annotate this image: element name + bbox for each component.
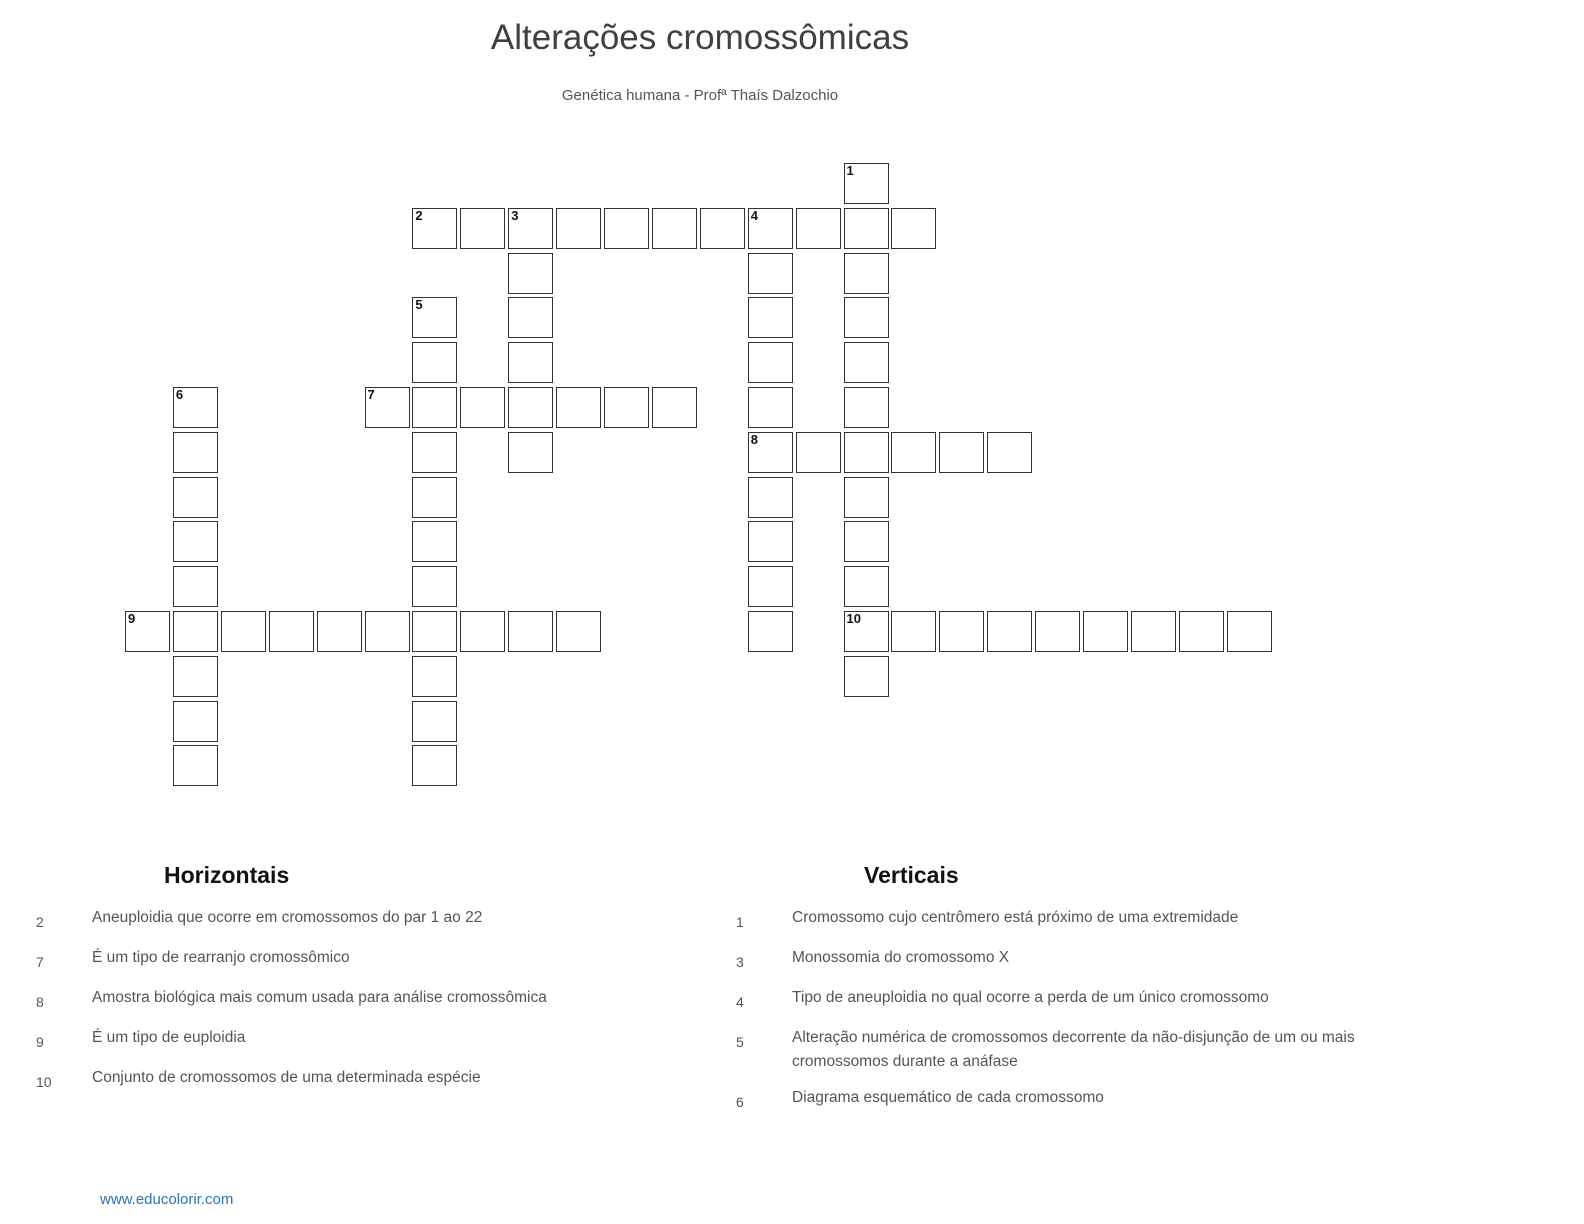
crossword-cell[interactable] [844, 432, 889, 473]
clue-item [736, 906, 1376, 934]
crossword-cell[interactable] [891, 432, 936, 473]
crossword-cell[interactable] [844, 163, 889, 204]
clue-text: Amostra biológica mais comum usada para análise cromossômica [92, 989, 547, 1006]
clue-item [736, 1026, 1376, 1074]
crossword-cell[interactable] [748, 566, 793, 607]
crossword-cell[interactable] [844, 253, 889, 294]
crossword-cell[interactable] [844, 297, 889, 338]
clue-number: 4 [736, 994, 744, 1010]
crossword-cell[interactable] [508, 253, 553, 294]
crossword-cell[interactable] [748, 432, 793, 473]
cell-number: 8 [750, 431, 758, 447]
crossword-cell[interactable] [748, 387, 793, 428]
clue-item [36, 986, 676, 1014]
crossword-cell[interactable] [748, 208, 793, 249]
crossword-cell[interactable] [844, 611, 889, 652]
crossword-cell[interactable] [844, 656, 889, 697]
crossword-cell[interactable] [844, 387, 889, 428]
crossword-cell[interactable] [748, 611, 793, 652]
crossword-cell[interactable] [508, 208, 553, 249]
crossword-cell[interactable] [412, 342, 457, 383]
crossword-cell[interactable] [412, 566, 457, 607]
crossword-cell[interactable] [796, 432, 841, 473]
cell-number: 7 [367, 387, 375, 402]
clue-item [36, 1026, 676, 1054]
crossword-cell[interactable] [748, 477, 793, 518]
clue-number: 9 [36, 1034, 44, 1050]
crossword-cell[interactable] [700, 208, 745, 249]
footer-link[interactable]: www.educolorir.com [100, 1191, 234, 1208]
clue-text: Conjunto de cromossomos de uma determinada espécie [92, 1069, 481, 1086]
crossword-cell[interactable] [508, 297, 553, 338]
clue-number: 5 [736, 1034, 744, 1050]
crossword-cell[interactable] [652, 387, 697, 428]
crossword-cell[interactable] [1179, 611, 1224, 652]
crossword-cell[interactable] [891, 611, 936, 652]
crossword-cell[interactable] [221, 611, 266, 652]
crossword-cell[interactable] [412, 297, 457, 338]
clue-item [36, 1066, 676, 1094]
cell-number: 3 [511, 207, 519, 223]
crossword-cell[interactable] [844, 477, 889, 518]
clue-item [736, 1086, 1376, 1114]
crossword-cell[interactable] [508, 611, 553, 652]
clue-number: 8 [36, 994, 44, 1010]
cell-number: 1 [846, 163, 854, 178]
cell-number: 4 [750, 207, 758, 223]
crossword-cell[interactable] [412, 521, 457, 562]
page-title: Alterações cromossômicas [490, 18, 910, 57]
crossword-cell[interactable] [652, 208, 697, 249]
crossword-cell[interactable] [748, 297, 793, 338]
crossword-cell[interactable] [844, 208, 889, 249]
crossword-cell[interactable] [173, 432, 218, 473]
clue-number: 2 [36, 914, 44, 930]
crossword-cell[interactable] [939, 432, 984, 473]
crossword-cell[interactable] [173, 521, 218, 562]
clue-number: 6 [736, 1094, 744, 1110]
crossword-cell[interactable] [460, 611, 505, 652]
crossword-cell[interactable] [412, 611, 457, 652]
crossword-cell[interactable] [125, 611, 170, 652]
clue-text: Diagrama esquemático de cada cromossomo [792, 1089, 1104, 1106]
cell-number: 5 [415, 297, 423, 313]
cell-number: 10 [846, 611, 861, 626]
verticals-heading: Verticais [864, 862, 959, 888]
cell-number: 2 [415, 207, 423, 223]
crossword-cell[interactable] [987, 611, 1032, 652]
clue-text: Monossomia do cromossomo X [792, 949, 1010, 966]
crossword-cell[interactable] [1227, 611, 1272, 652]
crossword-cell[interactable] [508, 387, 553, 428]
clue-item [36, 946, 676, 974]
crossword-cell[interactable] [844, 521, 889, 562]
crossword-cell[interactable] [1035, 611, 1080, 652]
crossword-cell[interactable] [173, 566, 218, 607]
crossword-cell[interactable] [460, 387, 505, 428]
verticals-clue-list [736, 906, 1376, 1126]
crossword-cell[interactable] [748, 253, 793, 294]
crossword-cell[interactable] [604, 208, 649, 249]
crossword-cell[interactable] [556, 611, 601, 652]
crossword-cell[interactable] [412, 745, 457, 786]
clue-text: É um tipo de rearranjo cromossômico [92, 949, 350, 966]
page-subtitle: Genética humana - Profª Thaís Dalzochio [561, 87, 839, 104]
crossword-cell[interactable] [173, 701, 218, 742]
crossword-cell[interactable] [844, 566, 889, 607]
clue-text: Cromossomo cujo centrômero está próximo de uma extremidade [792, 909, 1239, 926]
crossword-cell[interactable] [412, 387, 457, 428]
crossword-cell[interactable] [412, 656, 457, 697]
clue-item [736, 986, 1376, 1014]
crossword-cell[interactable] [508, 342, 553, 383]
crossword-cell[interactable] [939, 611, 984, 652]
horizontals-clue-list [36, 906, 676, 1106]
crossword-cell[interactable] [317, 611, 362, 652]
crossword-cell[interactable] [269, 611, 314, 652]
crossword-cell[interactable] [1131, 611, 1176, 652]
clue-text: Aneuploidia que ocorre em cromossomos do par 1 ao 22 [92, 909, 483, 926]
crossword-cell[interactable] [556, 387, 601, 428]
horizontals-heading: Horizontais [164, 862, 290, 888]
clue-number: 10 [36, 1074, 52, 1090]
crossword-cell[interactable] [748, 521, 793, 562]
crossword-cell[interactable] [365, 611, 410, 652]
clue-number: 3 [736, 954, 744, 970]
crossword-cell[interactable] [412, 432, 457, 473]
crossword-cell[interactable] [365, 387, 410, 428]
crossword-cell[interactable] [844, 342, 889, 383]
crossword-cell[interactable] [412, 208, 457, 249]
crossword-cell[interactable] [173, 477, 218, 518]
crossword-cell[interactable] [556, 208, 601, 249]
clue-text: É um tipo de euploidia [92, 1029, 246, 1046]
clue-item [736, 946, 1376, 974]
crossword-cell[interactable] [1083, 611, 1128, 652]
crossword-cell[interactable] [173, 611, 218, 652]
clue-number: 7 [36, 954, 44, 970]
clue-text: Alteração numérica de cromossomos decorrente da não-disjunção de um ou mais cromossomos durante a anáfase [792, 1029, 1355, 1070]
crossword-cell[interactable] [173, 745, 218, 786]
crossword-cell[interactable] [891, 208, 936, 249]
crossword-cell[interactable] [508, 432, 553, 473]
crossword-cell[interactable] [748, 342, 793, 383]
clue-text: Tipo de aneuploidia no qual ocorre a perda de um único cromossomo [792, 989, 1269, 1006]
crossword-cell[interactable] [604, 387, 649, 428]
clue-item [36, 906, 676, 934]
cell-number: 9 [128, 611, 136, 626]
crossword-cell[interactable] [987, 432, 1032, 473]
cell-number: 6 [175, 387, 184, 402]
clue-number: 1 [736, 914, 744, 930]
crossword-cell[interactable] [796, 208, 841, 249]
crossword-cell[interactable] [412, 701, 457, 742]
crossword-cell[interactable] [460, 208, 505, 249]
crossword-cell[interactable] [412, 477, 457, 518]
crossword-cell[interactable] [173, 656, 218, 697]
crossword-cell[interactable] [173, 387, 218, 428]
